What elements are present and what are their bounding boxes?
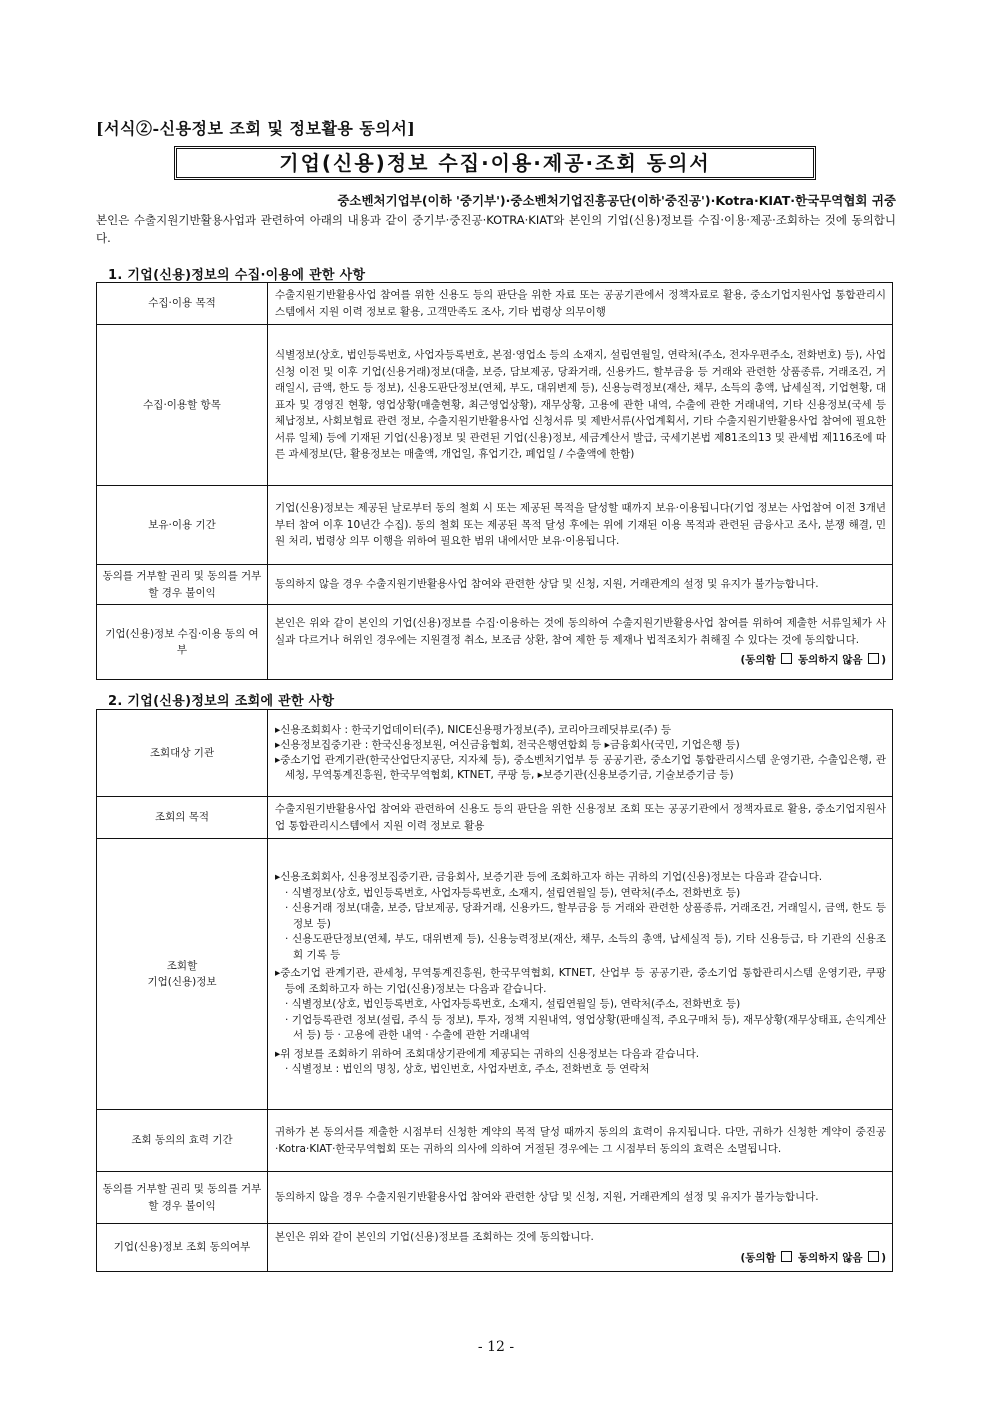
- recipient-line: 중소벤처기업부(이하 '중기부')·중소벤처기업진흥공단(이하'중진공')·Kotra·KIAT·한국무역협회 귀중: [337, 193, 896, 208]
- row-label: 조회의 목적: [97, 797, 268, 839]
- consent-text: 본인은 위와 같이 본인의 기업(신용)정보를 수집·이용하는 것에 동의하여 수출지원기반활용사업 참여를 위하여 제출한 서류일체가 사실과 다르거나 허위인 경우에는 지원결정 취소, 보조금 상환, 참여 제한 등 제재나 법적조치가 취해질 수 있다는 것에 동의합니다.: [275, 617, 886, 646]
- consent-close: ): [881, 654, 886, 667]
- info-group-head: ▸위 정보를 조회하기 위하여 조회대상기관에게 제공되는 귀하의 신용정보는 다음과 같습니다.: [275, 1047, 700, 1060]
- table-row: [97, 283, 893, 325]
- consent-checkboxes: [275, 1250, 886, 1267]
- title-box: [174, 146, 816, 180]
- agree-label: (동의함: [740, 654, 776, 667]
- row-label: 수집·이용 목적: [97, 283, 268, 325]
- row-label: 조회 동의의 효력 기간: [97, 1110, 268, 1172]
- info-group-head: ▸신용조회회사, 신용정보집중기관, 금융회사, 보증기관 등에 조회하고자 하는 귀하의 기업(신용)정보는 다음과 같습니다.: [275, 871, 823, 884]
- row-label: 동의를 거부할 권리 및 동의를 거부할 경우 불이익: [97, 565, 268, 605]
- row-content: 기업(신용)정보는 제공된 날로부터 동의 철회 시 또는 제공된 목적을 달성할 때까지 보유·이용됩니다(기업 정보는 사업참여 이전 3개년부터 참여 이후 10년간 수집). 동의 철회 또는 제공된 목적 달성 후에는 위에 기재된 이용 목적과 관련된 금융사고 조사, 분쟁 해결, 민원 처리, 법령상 의무 이행을 위하여 필요한 범위 내에서만 보유·이용됩니다.: [268, 486, 893, 565]
- section2-heading: 2. 기업(신용)정보의 조회에 관한 사항: [108, 694, 335, 709]
- info-item: · 기업등록관련 정보(설립, 주식 등 정보), 투자, 정책 지원내역, 영업상황(판매실적, 주요구매처 등), 재무상황(재무상태표, 손익계산서 등) 등 · 고용에 관한 내역 · 수출에 관한 거래내역: [285, 1013, 886, 1042]
- info-item: · 신용도판단정보(연체, 부도, 대위변제 등), 신용능력정보(재산, 채무, 소득의 총액, 납세실적 등), 기타 신용등급, 타 기관의 신용조회 기록 등: [285, 933, 886, 961]
- table-row: [97, 1110, 893, 1172]
- table-row: [97, 710, 893, 797]
- consent-checkboxes: [275, 652, 886, 669]
- row-label: [97, 839, 268, 1110]
- form-label: [서식②-신용정보 조회 및 정보활용 동의서]: [96, 119, 416, 138]
- row-label: 보유·이용 기간: [97, 486, 268, 565]
- page-title: 기업(신용)정보 수집·이용·제공·조회 동의서: [279, 151, 711, 175]
- target-item: ▸중소기업 관계기관(한국산업단지공단, 지자체 등), 중소벤처기업부 등 공공기관, 중소기업 통합관리시스템 운영기관, 수출입은행, 관세청, 무역통계진흥원, 한국무역협회, KTNET, 쿠팡 등, ▸보증기관(신용보증기금, 기술보증기금 등): [275, 754, 886, 781]
- disagree-checkbox[interactable]: [868, 653, 879, 664]
- row-content: 수출지원기반활용사업 참여를 위한 신용도 등의 판단을 위한 자료 또는 공공기관에서 정책자료로 활용, 중소기업지원사업 통합관리시스템에서 지원 이력 정보로 활용, 고객만족도 조사, 기타 법령상 의무이행: [268, 283, 893, 325]
- info-label-line2: 기업(신용)정보: [147, 976, 217, 988]
- section2-table: [96, 709, 893, 1272]
- table-row: [97, 797, 893, 839]
- row-content: 동의하지 않을 경우 수출지원기반활용사업 참여와 관련한 상담 및 신청, 지원, 거래관계의 설정 및 유지가 불가능합니다.: [268, 1172, 893, 1224]
- info-label-line1: 조회할: [166, 959, 198, 972]
- consent-text: 본인은 위와 같이 본인의 기업(신용)정보를 조회하는 것에 동의합니다.: [275, 1231, 594, 1243]
- table-row: [97, 605, 893, 680]
- section1-table: [96, 282, 893, 680]
- info-item: · 신용거래 정보(대출, 보증, 담보제공, 당좌거래, 신용카드, 할부금융 등 거래와 관련한 상품종류, 거래조건, 거래일시, 금액, 한도 등 정보 등): [285, 902, 886, 930]
- row-content: 수출지원기반활용사업 참여와 관련하여 신용도 등의 판단을 위한 신용정보 조회 또는 공공기관에서 정책자료로 활용, 중소기업지원사업 통합관리시스템에서 지원 이력 정보로 활용: [268, 797, 893, 839]
- agree-label: (동의함: [740, 1251, 776, 1264]
- info-item: · 식별정보(상호, 법인등록번호, 사업자등록번호, 소재지, 설립연월일 등), 연락처(주소, 전화번호 등): [285, 886, 741, 899]
- row-content: [268, 1224, 893, 1272]
- info-item: · 식별정보(상호, 법인등록번호, 사업자등록번호, 소재지, 설립연월일 등), 연락처(주소, 전화번호 등): [285, 998, 741, 1011]
- page-number: - 12 -: [477, 1339, 515, 1355]
- info-item: · 식별정보 : 법인의 명칭, 상호, 법인번호, 사업자번호, 주소, 전화번호 등 연락처: [285, 1063, 650, 1076]
- row-content: [268, 710, 893, 797]
- table-row: [97, 565, 893, 605]
- row-content: [268, 605, 893, 680]
- row-content: 귀하가 본 동의서를 제출한 시점부터 신청한 계약의 목적 달성 때까지 동의의 효력이 유지됩니다. 다만, 귀하가 신청한 계약이 중진공·Kotra·KIAT·한국무역협회 또는 귀하의 의사에 의하여 거절된 경우에는 그 시점부터 동의의 효력은 소멸됩니다.: [268, 1110, 893, 1172]
- table-row: [97, 1172, 893, 1224]
- consent-close: ): [881, 1251, 886, 1264]
- agree-checkbox[interactable]: [781, 653, 792, 664]
- row-content: [268, 839, 893, 1110]
- row-label: 기업(신용)정보 조회 동의여부: [97, 1224, 268, 1272]
- intro-paragraph: 본인은 수출지원기반활용사업과 관련하여 아래의 내용과 같이 중기부·중진공·KOTRA·KIAT와 본인의 기업(신용)정보를 수집·이용·제공·조회하는 것에 동의합니다.: [96, 213, 896, 245]
- section1-heading: 1. 기업(신용)정보의 수집·이용에 관한 사항: [108, 268, 366, 283]
- row-label: 수집·이용할 항목: [97, 325, 268, 486]
- row-content: 식별정보(상호, 법인등록번호, 사업자등록번호, 본점·영업소 등의 소재지, 설립연월일, 연락처(주소, 전자우편주소, 전화번호) 등), 사업 신청 이전 및 이후 기업(신용거래)정보(대출, 보증, 담보제공, 당좌거래, 신용카드, 할부금융 등 거래와 관련한 상품종류, 거래조건, 거래일시, 금액, 한도 등 정보), 신용도판단정보(연체, 부도, 대위변제 등), 신용능력정보(재산, 채무, 소득의 총액, 납세실적, 기업현황, 대표자 및 경영진 현황, 영업상황(매출현황, 최근영업상황), 재무상황, 고용에 관한 내역, 수출에 관한 거래내역, 기타 신용정보(국세 등 체납정보, 사회보험료 관련 정보, 수출지원기반활용사업 신청서류 및 제반서류(사업계획서, 기타 수출지원기반활용사업 참여에 필요한 서류 일체) 등에 기재된 기업(신용)정보 및 관련된 기업(신용)정보, 세금계산서 발급, 국세기본법 제81조의13 및 관세법 제116조에 따른 과세정보(단, 활용정보는 매출액, 개업일, 휴업기간, 폐업일 / 수출액에 한함): [268, 325, 893, 486]
- disagree-checkbox[interactable]: [868, 1251, 879, 1262]
- row-label: 조회대상 기관: [97, 710, 268, 797]
- info-group-head: ▸중소기업 관계기관, 관세청, 무역통계진흥원, 한국무역협회, KTNET, 산업부 등 공공기관, 중소기업 통합관리시스템 운영기관, 쿠팡 등에 조회하고자 하는 기업(신용)정보는 다음과 같습니다.: [275, 967, 886, 995]
- agree-checkbox[interactable]: [781, 1251, 792, 1262]
- table-row: [97, 486, 893, 565]
- target-item: ▸신용조회회사 : 한국기업데이터(주), NICE신용평가정보(주), 코리아크레딧뷰로(주) 등: [275, 724, 672, 736]
- row-content: 동의하지 않을 경우 수출지원기반활용사업 참여와 관련한 상담 및 신청, 지원, 거래관계의 설정 및 유지가 불가능합니다.: [268, 565, 893, 605]
- table-row: [97, 839, 893, 1110]
- disagree-label: 동의하지 않음: [798, 654, 863, 667]
- table-row: [97, 1224, 893, 1272]
- row-label: 동의를 거부할 권리 및 동의를 거부할 경우 불이익: [97, 1172, 268, 1224]
- row-label: 기업(신용)정보 수집·이용 동의 여부: [97, 605, 268, 680]
- table-row: [97, 325, 893, 486]
- target-item: ▸신용정보집중기관 : 한국신용정보원, 여신금융협회, 전국은행연합회 등 ▸금융회사(국민, 기업은행 등): [275, 739, 740, 751]
- disagree-label: 동의하지 않음: [798, 1251, 863, 1264]
